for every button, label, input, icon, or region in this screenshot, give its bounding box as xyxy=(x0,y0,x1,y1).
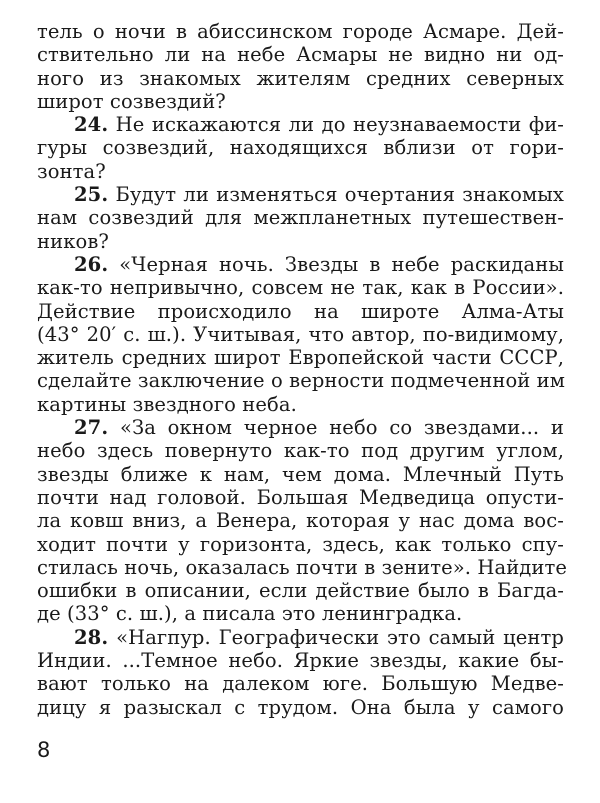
text-line: картины звездного неба. xyxy=(37,392,297,416)
text-line: Будут ли изменяться очертания знакомых xyxy=(115,183,564,207)
text-line: Индии. ...Темное небо. Яркие звезды, какие бы- xyxy=(37,649,564,673)
text-line: ников? xyxy=(37,229,109,253)
page-number: 8 xyxy=(37,738,51,762)
question-number: 25. xyxy=(74,183,109,207)
text-line: Не искажаются ли до неузнаваемости фи- xyxy=(115,113,564,137)
question-27-first-line xyxy=(37,416,564,439)
text-line: сделайте заключение о верности подмеченной им xyxy=(37,369,566,393)
text-line: небо здесь повернуто как-то под другим углом, xyxy=(37,439,564,463)
question-26-first-line xyxy=(37,253,564,276)
text-line: «За окном черное небо со звездами... и xyxy=(119,416,564,440)
text-line: дицу я разыскал с трудом. Она была у самого xyxy=(37,695,564,719)
text-line: ошибки в описании, если действие было в Багда- xyxy=(37,579,564,603)
text-line: тель о ночи в абиссинском городе Асмаре. Дей- xyxy=(37,20,564,43)
text-line: де (33° с. ш.), а писала это ленинградка. xyxy=(37,602,463,626)
page-text xyxy=(37,20,568,719)
question-number: 28. xyxy=(74,625,109,649)
text-line: житель средних широт Европейской части СССР, xyxy=(37,346,564,370)
text-line: ствительно ли на небе Асмары не видно ни од- xyxy=(37,43,564,67)
text-line: зонта? xyxy=(37,159,106,183)
text-line: ного из знакомых жителям средних северных xyxy=(37,66,564,90)
text-line: звезды ближе к нам, чем дома. Млечный Путь xyxy=(37,462,564,486)
text-line: «Нагпур. Географически это самый центр xyxy=(116,625,564,649)
question-24-first-line xyxy=(37,113,564,136)
question-28-first-line xyxy=(37,626,564,649)
question-number: 26. xyxy=(74,252,109,276)
text-line: вают только на далеком юге. Большую Медве- xyxy=(37,672,564,696)
question-number: 24. xyxy=(74,113,109,137)
text-line: широт созвездий? xyxy=(37,89,226,113)
text-line: как-то непривычно, совсем не так, как в России». xyxy=(37,276,564,300)
text-line: стилась ночь, оказалась почти в зените». Найдите xyxy=(37,555,568,579)
text-line: почти над головой. Большая Медведица опусти- xyxy=(37,485,564,509)
question-number: 27. xyxy=(74,416,109,440)
text-line: (43° 20′ с. ш.). Учитывая, что автор, по-видимому, xyxy=(37,322,564,346)
text-line: гуры созвездий, находящихся вблизи от гори- xyxy=(37,136,564,160)
text-line: ла ковш вниз, а Венера, которая у нас дома вос- xyxy=(37,509,564,533)
question-25-first-line xyxy=(37,183,564,206)
text-line: ходит почти у горизонта, здесь, как только спу- xyxy=(37,532,564,556)
text-line: Действие происходило на широте Алма-Аты xyxy=(37,299,564,323)
text-line: нам созвездий для межпланетных путешествен- xyxy=(37,206,564,230)
text-line: «Черная ночь. Звезды в небе раскиданы xyxy=(119,252,564,276)
